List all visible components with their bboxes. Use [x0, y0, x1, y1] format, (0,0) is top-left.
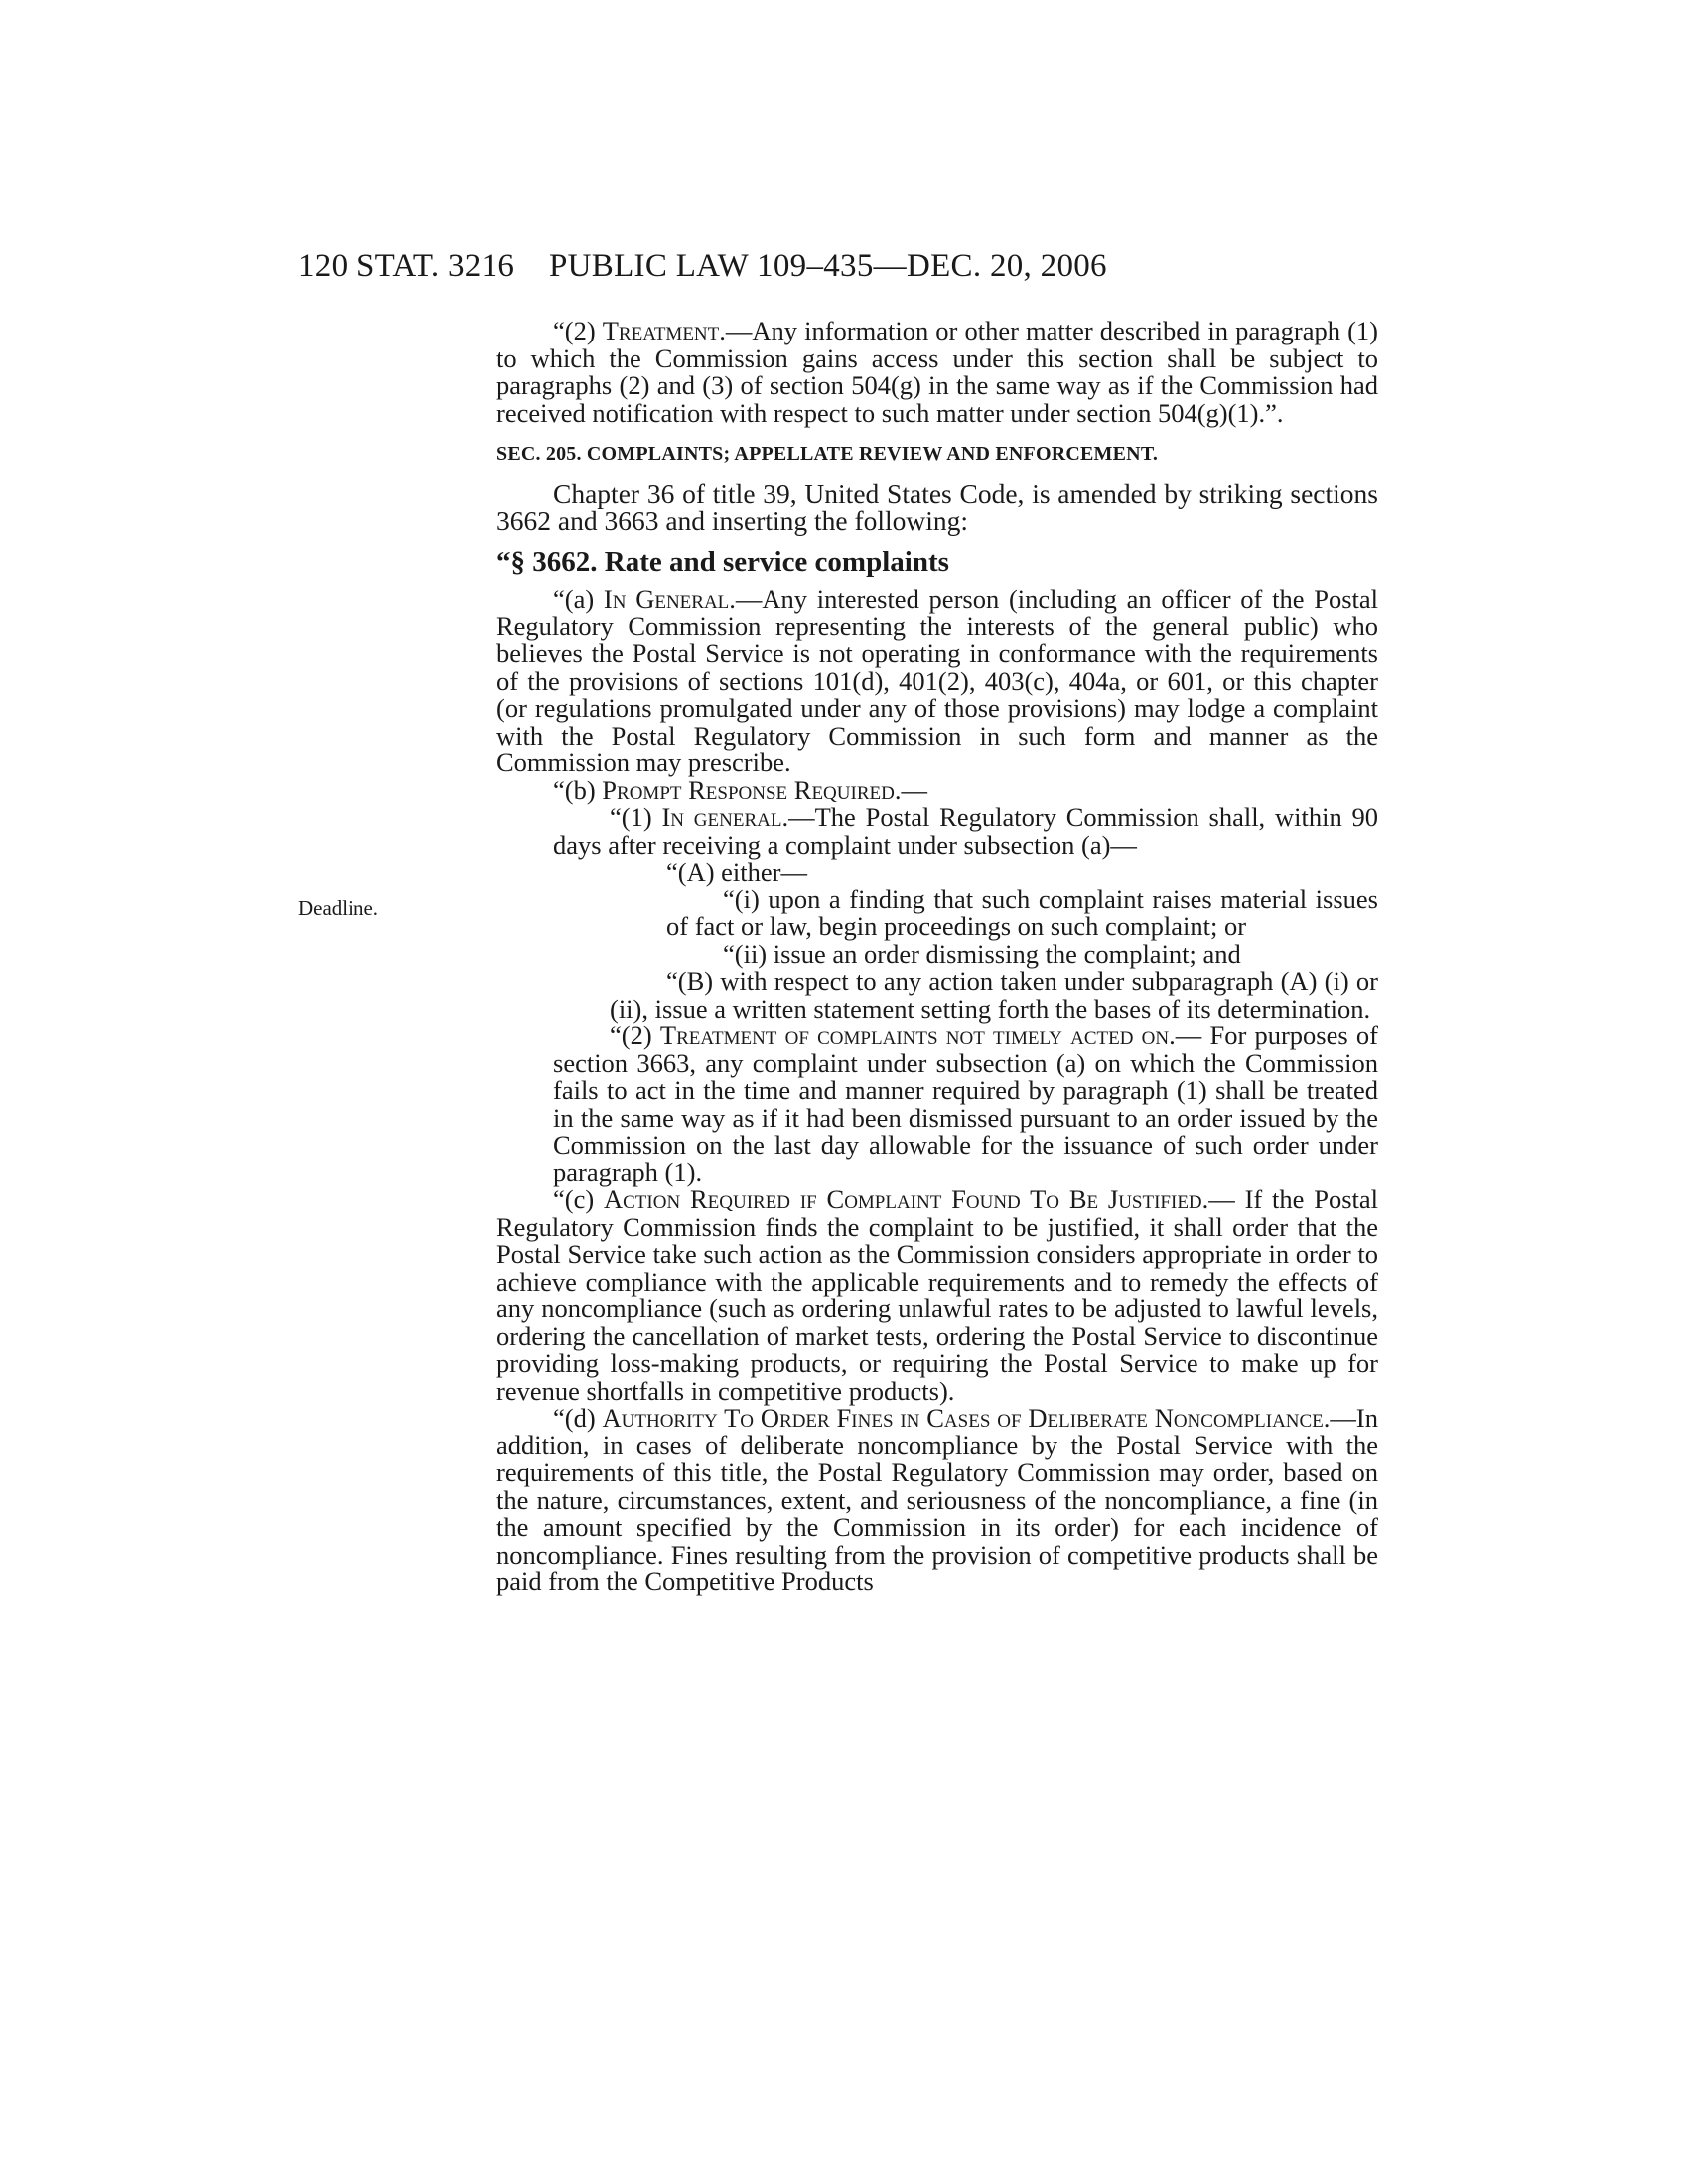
subsection-c: “(c) Action Required if Complaint Found To Be Justified.— If the Postal Regulatory Commission finds the complaint to be justified, it shall order that the Postal Service take such action as the Commission considers appropriate in order to achieve compliance with the applicable requirements and to remedy the effects of any noncompliance (such as ordering unlawful rates to be adjusted to lawful levels, ordering the cancellation of market tests, ordering the Postal Service to discontinue providing loss-making products, or requiring the Postal Service to make up for revenue shortfalls in competitive products). — [496, 1184, 1378, 1406]
paragraph-b2: “(2) Treatment of complaints not timely acted on.— For purposes of section 3663, any complaint under subsection (a) on which the Commission fails to act in the time and manner required by paragraph (1) shall be treated in the same way as if it had been dismissed pursuant to an order issued by the Commission on the last day allowable for the issuance of such order under paragraph (1). — [553, 1021, 1378, 1187]
statute-page-number: 120 STAT. 3216 — [298, 248, 515, 284]
chapter-amendment-text: Chapter 36 of title 39, United States Code, is amended by striking sections 3662 and 3663 and inserting the following: — [496, 478, 1378, 536]
section-3662-heading: “§ 3662. Rate and service complaints — [496, 545, 949, 578]
main-text-column — [496, 318, 1378, 1596]
public-law-title: PUBLIC LAW 109–435—DEC. 20, 2006 — [549, 248, 1107, 284]
subsection-b-heading: “(b) Prompt Response Required.— — [553, 774, 927, 805]
paragraph-b1: “(1) In general.—The Postal Regulatory Commission shall, within 90 days after receiving a complaint under subsection (a)— — [553, 802, 1379, 860]
subparagraph-b1a: “(A) either— — [666, 857, 807, 887]
section-205-heading: SEC. 205. COMPLAINTS; APPELLATE REVIEW AND ENFORCEMENT. — [496, 443, 1159, 465]
paragraph-treatment: “(2) Treatment.—Any information or other matter described in paragraph (1) to which the Commission gains access under this section shall be subject to paragraphs (2) and (3) of section 504(g) in the same way as if the Commission had received notification with respect to such matter under section 504(g)(1).”. — [496, 316, 1378, 428]
subsection-a: “(a) In General.—Any interested person (including an officer of the Postal Regulatory Commission representing the interests of the general public) who believes the Postal Service is not operating in conformance with the requirements of the provisions of sections 101(d), 401(2), 403(c), 404a, or 601, or this chapter (or regulations promulgated under any of those provisions) may lodge a complaint with the Postal Regulatory Commission in such form and manner as the Commission may prescribe. — [496, 584, 1378, 777]
clause-b1a-i: “(i) upon a finding that such complaint raises material issues of fact or law, begin proceedings on such complaint; or — [666, 884, 1378, 941]
subsection-d: “(d) Authority To Order Fines in Cases of Deliberate Noncompliance.—In addition, in cases of deliberate noncompliance by the Postal Service with the requirements of this title, the Postal Regulatory Commission may order, based on the nature, circumstances, extent, and seriousness of the noncompliance, a fine (in the amount specified by the Commission in its order) for each incidence of noncompliance. Fines resulting from the provision of competitive products shall be paid from the Competitive Products — [496, 1403, 1378, 1596]
subparagraph-b1b: “(B) with respect to any action taken under subparagraph (A) (i) or (ii), issue a written statement setting forth the bases of its determination. — [610, 966, 1378, 1024]
margin-note-deadline: Deadline. — [298, 896, 379, 920]
clause-b1a-ii: “(ii) issue an order dismissing the complaint; and — [723, 938, 1241, 969]
